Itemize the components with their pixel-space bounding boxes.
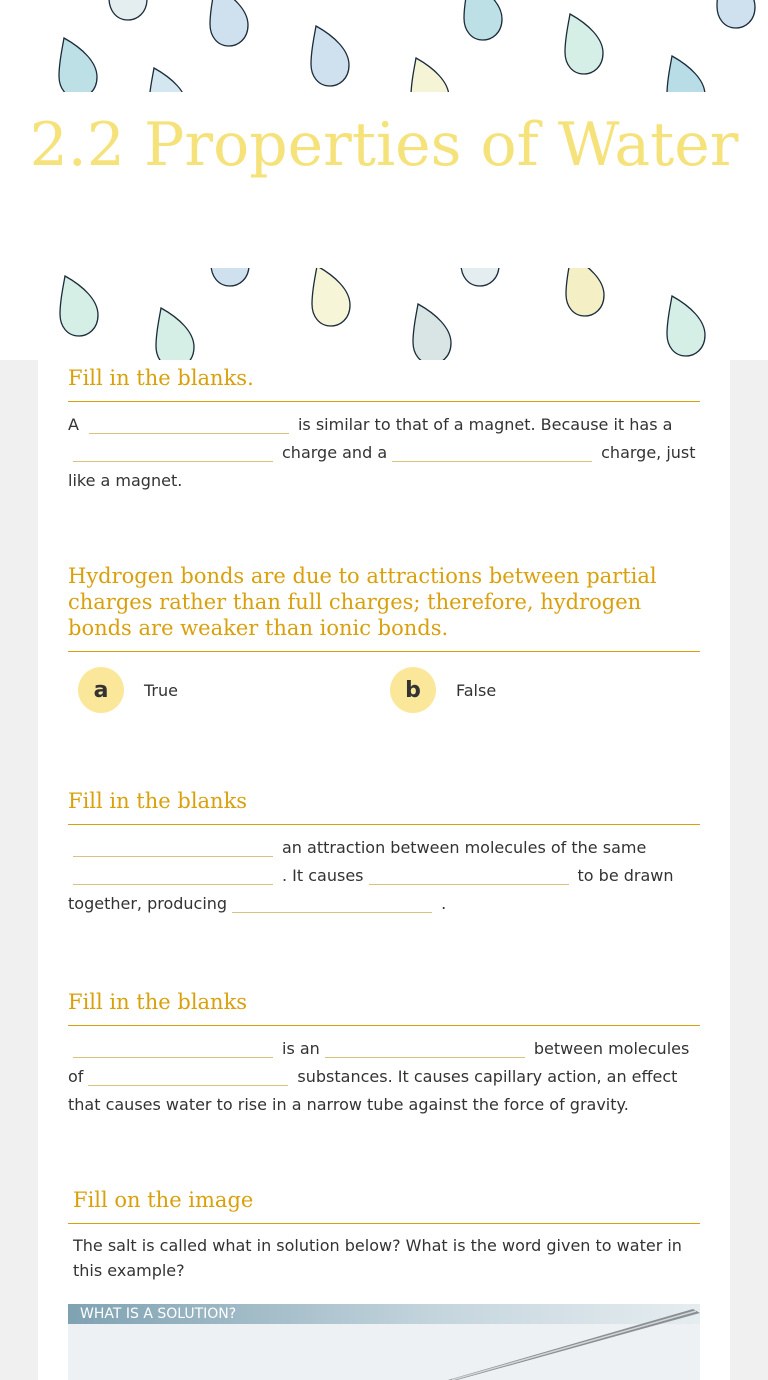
header-banner: [0, 0, 768, 360]
raindrop-icon: [717, 0, 755, 28]
raindrop-icon: [60, 276, 98, 336]
option-b-badge: b: [390, 667, 436, 713]
blank-input[interactable]: [89, 412, 289, 434]
raindrop-icon: [59, 38, 97, 98]
raindrop-icon: [156, 308, 194, 360]
raindrop-icon: [312, 266, 350, 326]
question-1-body: A is similar to that of a magnet. Because it has a charge and a charge, just like a magnet.: [68, 411, 700, 495]
solution-image[interactable]: [68, 1304, 700, 1380]
question-5-title: Fill on the image: [73, 1188, 254, 1212]
question-5-divider: [68, 1223, 700, 1224]
question-1-title: Fill in the blanks.: [68, 366, 254, 390]
option-a-badge: a: [78, 667, 124, 713]
question-4-title: Fill in the blanks: [68, 990, 248, 1014]
blank-input[interactable]: [232, 891, 432, 913]
raindrop-icon: [109, 0, 147, 20]
option-a-label: True: [144, 680, 178, 700]
question-4-body: is an between molecules of substances. It causes capillary action, an effect that causes water to rise in a narrow tube against the force of gravity.: [68, 1035, 700, 1119]
worksheet-card: [38, 360, 730, 1380]
blank-input[interactable]: [73, 835, 273, 857]
option-true[interactable]: [78, 667, 178, 713]
option-b-label: False: [456, 680, 497, 700]
blank-input[interactable]: [73, 1036, 273, 1058]
raindrop-icon: [413, 304, 451, 360]
question-2-title: Hydrogen bonds are due to attractions between partial charges rather than full charges; therefore, hydrogen bonds are weaker than ionic bonds.: [68, 564, 657, 640]
raindrop-icon: [464, 0, 502, 40]
blank-input[interactable]: [369, 863, 569, 885]
blank-input[interactable]: [325, 1036, 525, 1058]
raindrop-icon: [311, 26, 349, 86]
question-4-divider: [68, 1025, 700, 1026]
raindrop-icon: [210, 0, 248, 46]
question-1-divider: [68, 401, 700, 402]
raindrop-icon: [667, 296, 705, 356]
image-caption: WHAT IS A SOLUTION?: [80, 1306, 237, 1322]
question-3-divider: [68, 824, 700, 825]
question-3-body: an attraction between molecules of the same . It causes to be drawn together, producing .: [68, 834, 700, 918]
blank-input[interactable]: [88, 1064, 288, 1086]
raindrop-icon: [565, 14, 603, 74]
glass-rod-graphic: [68, 1304, 700, 1380]
question-5-prompt: The salt is called what in solution below? What is the word given to water in this example?: [73, 1236, 682, 1280]
option-false[interactable]: [390, 667, 496, 713]
question-2-divider: [68, 651, 700, 652]
blank-input[interactable]: [392, 440, 592, 462]
blank-input[interactable]: [73, 863, 273, 885]
blank-input[interactable]: [73, 440, 273, 462]
page-title: 2.2 Properties of Water: [0, 92, 768, 268]
question-3-title: Fill in the blanks: [68, 789, 248, 813]
